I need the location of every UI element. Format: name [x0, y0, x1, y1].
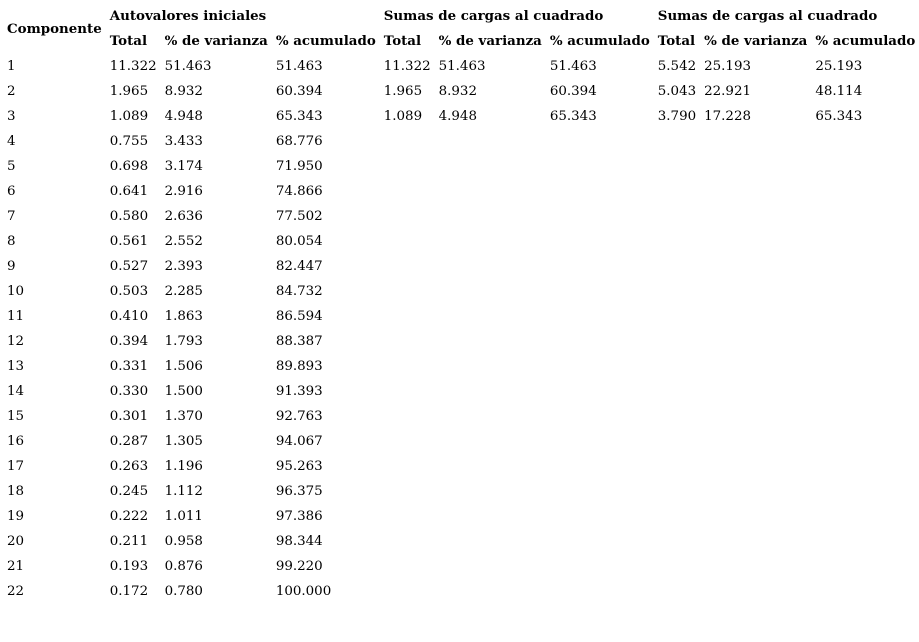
component-number-cell: 9 — [7, 259, 16, 274]
initial-total-cell: 0.394 — [109, 334, 149, 349]
extraction-total-cell — [380, 329, 435, 354]
initial-total-cell: 0.263 — [109, 459, 149, 474]
initial-variance-cell: 1.500 — [164, 384, 203, 399]
initial-cumulative-cell: 80.054 — [275, 234, 323, 249]
component-number-cell: 4 — [7, 134, 16, 149]
initial-total-cell: 0.222 — [109, 509, 149, 524]
extraction-total-cell — [380, 204, 435, 229]
extraction-cumulative-cell — [546, 254, 654, 279]
initial-variance-cell: 2.552 — [164, 234, 203, 249]
component-number-cell: 12 — [7, 334, 25, 349]
rotation-cumulative-cell — [811, 529, 919, 554]
extraction-total-cell — [380, 254, 435, 279]
component-number-cell: 11 — [7, 309, 25, 324]
component-number-cell: 6 — [7, 184, 16, 199]
extraction-variance-cell: 51.463 — [438, 59, 486, 74]
rotation-total-cell — [654, 454, 700, 479]
extraction-variance-cell — [435, 304, 546, 329]
rotation-cumulative-cell: 25.193 — [815, 59, 863, 74]
extraction-cumulative-cell — [546, 429, 654, 454]
rotation-variance-cell — [700, 379, 811, 404]
initial-total-cell: 0.245 — [109, 484, 149, 499]
extraction-variance-cell — [435, 354, 546, 379]
extraction-cumulative-cell — [546, 479, 654, 504]
initial-variance-cell: 3.174 — [164, 159, 203, 174]
component-number-cell: 5 — [7, 159, 16, 174]
extraction-total-cell — [380, 379, 435, 404]
component-number-cell: 8 — [7, 234, 16, 249]
initial-cumulative-cell: 100.000 — [275, 584, 332, 599]
rotation-total-cell — [654, 129, 700, 154]
extraction-variance-cell — [435, 579, 546, 604]
rotation-cumulative-cell — [811, 429, 919, 454]
rotation-variance-cell — [700, 429, 811, 454]
extraction-variance-cell — [435, 529, 546, 554]
component-number-cell: 17 — [7, 459, 25, 474]
component-number-cell: 19 — [7, 509, 25, 524]
rotation-variance-cell — [700, 479, 811, 504]
extraction-total-cell — [380, 229, 435, 254]
extraction-variance-cell — [435, 429, 546, 454]
table-head — [3, 4, 919, 54]
table-row — [3, 354, 919, 379]
rotation-total-cell — [654, 179, 700, 204]
extraction-sums-header: Sumas de cargas al cuadrado — [383, 8, 604, 24]
component-number-cell: 15 — [7, 409, 25, 424]
subheader-total: Total — [657, 33, 696, 49]
rotation-cumulative-cell — [811, 454, 919, 479]
initial-total-cell: 0.193 — [109, 559, 149, 574]
variance-table — [3, 4, 919, 604]
extraction-cumulative-cell — [546, 304, 654, 329]
extraction-variance-cell: 4.948 — [438, 109, 477, 124]
extraction-total-cell — [380, 429, 435, 454]
rotation-cumulative-cell — [811, 304, 919, 329]
rotation-variance-cell — [700, 554, 811, 579]
table-row — [3, 504, 919, 529]
initial-cumulative-cell: 77.502 — [275, 209, 323, 224]
initial-total-cell: 0.331 — [109, 359, 149, 374]
rotation-total-cell — [654, 229, 700, 254]
extraction-total-cell — [380, 479, 435, 504]
extraction-cumulative-cell — [546, 129, 654, 154]
initial-variance-cell: 1.011 — [164, 509, 203, 524]
table-row — [3, 54, 919, 79]
group-header-row — [3, 4, 919, 29]
rotation-variance-cell — [700, 154, 811, 179]
initial-cumulative-cell: 68.776 — [275, 134, 323, 149]
subheader-variance: % de varianza — [704, 33, 808, 49]
initial-cumulative-cell: 74.866 — [275, 184, 323, 199]
rotation-variance-cell: 25.193 — [704, 59, 751, 74]
initial-variance-cell: 2.916 — [164, 184, 203, 199]
initial-variance-cell: 1.793 — [164, 334, 203, 349]
extraction-cumulative-cell — [546, 379, 654, 404]
table-row — [3, 104, 919, 129]
component-number-cell: 21 — [7, 559, 25, 574]
rotation-variance-cell — [700, 129, 811, 154]
rotation-total-cell: 5.542 — [657, 59, 697, 74]
component-number-cell: 16 — [7, 434, 25, 449]
rotation-variance-cell — [700, 454, 811, 479]
table-row — [3, 79, 919, 104]
initial-cumulative-cell: 99.220 — [275, 559, 323, 574]
initial-cumulative-cell: 97.386 — [275, 509, 323, 524]
initial-variance-cell: 1.196 — [164, 459, 203, 474]
initial-cumulative-cell: 86.594 — [275, 309, 323, 324]
extraction-cumulative-cell — [546, 554, 654, 579]
rotation-total-cell — [654, 479, 700, 504]
rotation-total-cell — [654, 529, 700, 554]
rotation-cumulative-cell — [811, 329, 919, 354]
extraction-total-cell — [380, 504, 435, 529]
extraction-cumulative-cell — [546, 579, 654, 604]
subheader-variance: % de varianza — [164, 33, 268, 49]
initial-cumulative-cell: 71.950 — [275, 159, 323, 174]
rotation-total-cell — [654, 504, 700, 529]
extraction-variance-cell — [435, 479, 546, 504]
initial-variance-cell: 8.932 — [164, 84, 203, 99]
initial-cumulative-cell: 82.447 — [275, 259, 323, 274]
extraction-variance-cell — [435, 254, 546, 279]
table-row — [3, 304, 919, 329]
component-number-cell: 3 — [7, 109, 16, 124]
initial-total-cell: 0.580 — [109, 209, 149, 224]
extraction-variance-cell — [435, 179, 546, 204]
rotation-cumulative-cell — [811, 154, 919, 179]
extraction-total-cell — [380, 554, 435, 579]
extraction-variance-cell — [435, 154, 546, 179]
rotation-total-cell — [654, 579, 700, 604]
rotation-cumulative-cell — [811, 554, 919, 579]
rotation-total-cell — [654, 354, 700, 379]
initial-total-cell: 0.641 — [109, 184, 149, 199]
initial-total-cell: 0.172 — [109, 584, 149, 599]
extraction-cumulative-cell — [546, 454, 654, 479]
initial-cumulative-cell: 95.263 — [275, 459, 323, 474]
initial-cumulative-cell: 91.393 — [275, 384, 323, 399]
rotation-total-cell — [654, 154, 700, 179]
subheader-variance: % de varianza — [438, 33, 542, 49]
rotation-cumulative-cell — [811, 229, 919, 254]
rotation-variance-cell — [700, 579, 811, 604]
initial-total-cell: 0.211 — [109, 534, 149, 549]
extraction-cumulative-cell — [546, 329, 654, 354]
rotation-cumulative-cell — [811, 129, 919, 154]
rotation-cumulative-cell — [811, 579, 919, 604]
initial-variance-cell: 1.112 — [164, 484, 203, 499]
rotation-cumulative-cell — [811, 479, 919, 504]
table-row — [3, 554, 919, 579]
extraction-total-cell — [380, 454, 435, 479]
rotation-cumulative-cell: 65.343 — [815, 109, 863, 124]
rotation-total-cell — [654, 329, 700, 354]
rotation-total-cell — [654, 554, 700, 579]
component-number-cell: 2 — [7, 84, 16, 99]
rotation-variance-cell — [700, 504, 811, 529]
extraction-total-cell — [380, 354, 435, 379]
rotation-variance-cell: 17.228 — [704, 109, 751, 124]
rotation-total-cell — [654, 279, 700, 304]
initial-variance-cell: 2.393 — [164, 259, 203, 274]
rotation-total-cell — [654, 404, 700, 429]
initial-variance-cell: 4.948 — [164, 109, 203, 124]
table-row — [3, 204, 919, 229]
rotation-cumulative-cell — [811, 504, 919, 529]
rotation-total-cell — [654, 304, 700, 329]
table-row — [3, 579, 919, 604]
subheader-cumulative: % acumulado — [275, 33, 376, 49]
rotation-variance-cell — [700, 179, 811, 204]
initial-variance-cell: 1.863 — [164, 309, 203, 324]
component-number-cell: 14 — [7, 384, 25, 399]
extraction-cumulative-cell — [546, 404, 654, 429]
extraction-variance-cell — [435, 279, 546, 304]
rotation-variance-cell — [700, 404, 811, 429]
table-row — [3, 454, 919, 479]
rotation-total-cell — [654, 254, 700, 279]
table-row — [3, 529, 919, 554]
initial-cumulative-cell: 51.463 — [275, 59, 323, 74]
rotation-total-cell — [654, 429, 700, 454]
component-number-cell: 20 — [7, 534, 25, 549]
initial-total-cell: 0.330 — [109, 384, 149, 399]
table-row — [3, 279, 919, 304]
initial-variance-cell: 1.305 — [164, 434, 203, 449]
extraction-cumulative-cell — [546, 204, 654, 229]
extraction-variance-cell — [435, 329, 546, 354]
extraction-total-cell — [380, 154, 435, 179]
extraction-variance-cell: 8.932 — [438, 84, 477, 99]
rotation-cumulative-cell — [811, 279, 919, 304]
extraction-variance-cell — [435, 379, 546, 404]
table-row — [3, 429, 919, 454]
extraction-total-cell — [380, 304, 435, 329]
rotation-sums-header: Sumas de cargas al cuadrado — [657, 8, 878, 24]
subheader-total: Total — [109, 33, 148, 49]
initial-total-cell: 0.287 — [109, 434, 149, 449]
extraction-cumulative-cell: 60.394 — [549, 84, 597, 99]
subheader-cumulative: % acumulado — [549, 33, 650, 49]
rotation-variance-cell — [700, 354, 811, 379]
initial-variance-cell: 2.636 — [164, 209, 203, 224]
rotation-variance-cell: 22.921 — [704, 84, 751, 99]
component-number-cell: 10 — [7, 284, 25, 299]
extraction-cumulative-cell: 65.343 — [549, 109, 597, 124]
table-row — [3, 404, 919, 429]
rotation-total-cell: 5.043 — [657, 84, 697, 99]
extraction-variance-cell — [435, 204, 546, 229]
extraction-variance-cell — [435, 404, 546, 429]
rotation-total-cell: 3.790 — [657, 109, 697, 124]
table-row — [3, 179, 919, 204]
subheader-total: Total — [383, 33, 422, 49]
table-row — [3, 154, 919, 179]
initial-total-cell: 0.755 — [109, 134, 149, 149]
rotation-variance-cell — [700, 254, 811, 279]
initial-variance-cell: 1.370 — [164, 409, 203, 424]
initial-total-cell: 0.301 — [109, 409, 149, 424]
extraction-variance-cell — [435, 454, 546, 479]
extraction-total-cell: 1.965 — [383, 84, 423, 99]
rotation-cumulative-cell: 48.114 — [815, 84, 863, 99]
extraction-total-cell: 1.089 — [383, 109, 423, 124]
initial-cumulative-cell: 96.375 — [275, 484, 323, 499]
extraction-cumulative-cell — [546, 229, 654, 254]
rotation-cumulative-cell — [811, 354, 919, 379]
rotation-variance-cell — [700, 279, 811, 304]
component-number-cell: 22 — [7, 584, 25, 599]
initial-total-cell: 0.503 — [109, 284, 149, 299]
initial-total-cell: 11.322 — [109, 59, 157, 74]
extraction-total-cell — [380, 579, 435, 604]
extraction-cumulative-cell — [546, 504, 654, 529]
initial-variance-cell: 0.958 — [164, 534, 203, 549]
rotation-cumulative-cell — [811, 179, 919, 204]
initial-cumulative-cell: 88.387 — [275, 334, 323, 349]
extraction-cumulative-cell: 51.463 — [549, 59, 597, 74]
extraction-total-cell — [380, 404, 435, 429]
extraction-cumulative-cell — [546, 279, 654, 304]
initial-cumulative-cell: 89.893 — [275, 359, 323, 374]
extraction-variance-cell — [435, 504, 546, 529]
rotation-cumulative-cell — [811, 404, 919, 429]
initial-variance-cell: 0.780 — [164, 584, 203, 599]
extraction-total-cell — [380, 179, 435, 204]
rotation-variance-cell — [700, 204, 811, 229]
rotation-total-cell — [654, 379, 700, 404]
subheader-cumulative: % acumulado — [815, 33, 916, 49]
initial-total-cell: 0.561 — [109, 234, 149, 249]
component-number-cell: 7 — [7, 209, 16, 224]
rotation-variance-cell — [700, 329, 811, 354]
table-row — [3, 129, 919, 154]
extraction-total-cell — [380, 529, 435, 554]
extraction-variance-cell — [435, 129, 546, 154]
initial-cumulative-cell: 98.344 — [275, 534, 323, 549]
table-row — [3, 254, 919, 279]
initial-total-cell: 1.965 — [109, 84, 149, 99]
rotation-variance-cell — [700, 304, 811, 329]
initial-total-cell: 0.698 — [109, 159, 149, 174]
component-number-cell: 18 — [7, 484, 25, 499]
initial-variance-cell: 1.506 — [164, 359, 203, 374]
rotation-total-cell — [654, 204, 700, 229]
extraction-total-cell: 11.322 — [383, 59, 431, 74]
component-column-header: Componente — [7, 20, 102, 37]
initial-cumulative-cell: 84.732 — [275, 284, 323, 299]
initial-variance-cell: 3.433 — [164, 134, 203, 149]
initial-variance-cell: 51.463 — [164, 59, 212, 74]
subheader-row — [3, 29, 919, 54]
component-number-cell: 1 — [7, 59, 16, 74]
initial-cumulative-cell: 65.343 — [275, 109, 323, 124]
table-row — [3, 479, 919, 504]
rotation-variance-cell — [700, 529, 811, 554]
table-body — [3, 54, 919, 604]
extraction-cumulative-cell — [546, 154, 654, 179]
rotation-cumulative-cell — [811, 379, 919, 404]
initial-eigenvalues-header: Autovalores iniciales — [109, 8, 267, 24]
initial-total-cell: 1.089 — [109, 109, 149, 124]
table-row — [3, 329, 919, 354]
initial-total-cell: 0.410 — [109, 309, 149, 324]
extraction-variance-cell — [435, 554, 546, 579]
initial-cumulative-cell: 60.394 — [275, 84, 323, 99]
extraction-cumulative-cell — [546, 354, 654, 379]
initial-total-cell: 0.527 — [109, 259, 149, 274]
extraction-variance-cell — [435, 229, 546, 254]
initial-variance-cell: 2.285 — [164, 284, 203, 299]
initial-variance-cell: 0.876 — [164, 559, 203, 574]
rotation-cumulative-cell — [811, 204, 919, 229]
table-row — [3, 379, 919, 404]
rotation-variance-cell — [700, 229, 811, 254]
extraction-cumulative-cell — [546, 529, 654, 554]
component-number-cell: 13 — [7, 359, 25, 374]
extraction-cumulative-cell — [546, 179, 654, 204]
initial-cumulative-cell: 94.067 — [275, 434, 323, 449]
initial-cumulative-cell: 92.763 — [275, 409, 323, 424]
rotation-cumulative-cell — [811, 254, 919, 279]
extraction-total-cell — [380, 279, 435, 304]
extraction-total-cell — [380, 129, 435, 154]
table-row — [3, 229, 919, 254]
